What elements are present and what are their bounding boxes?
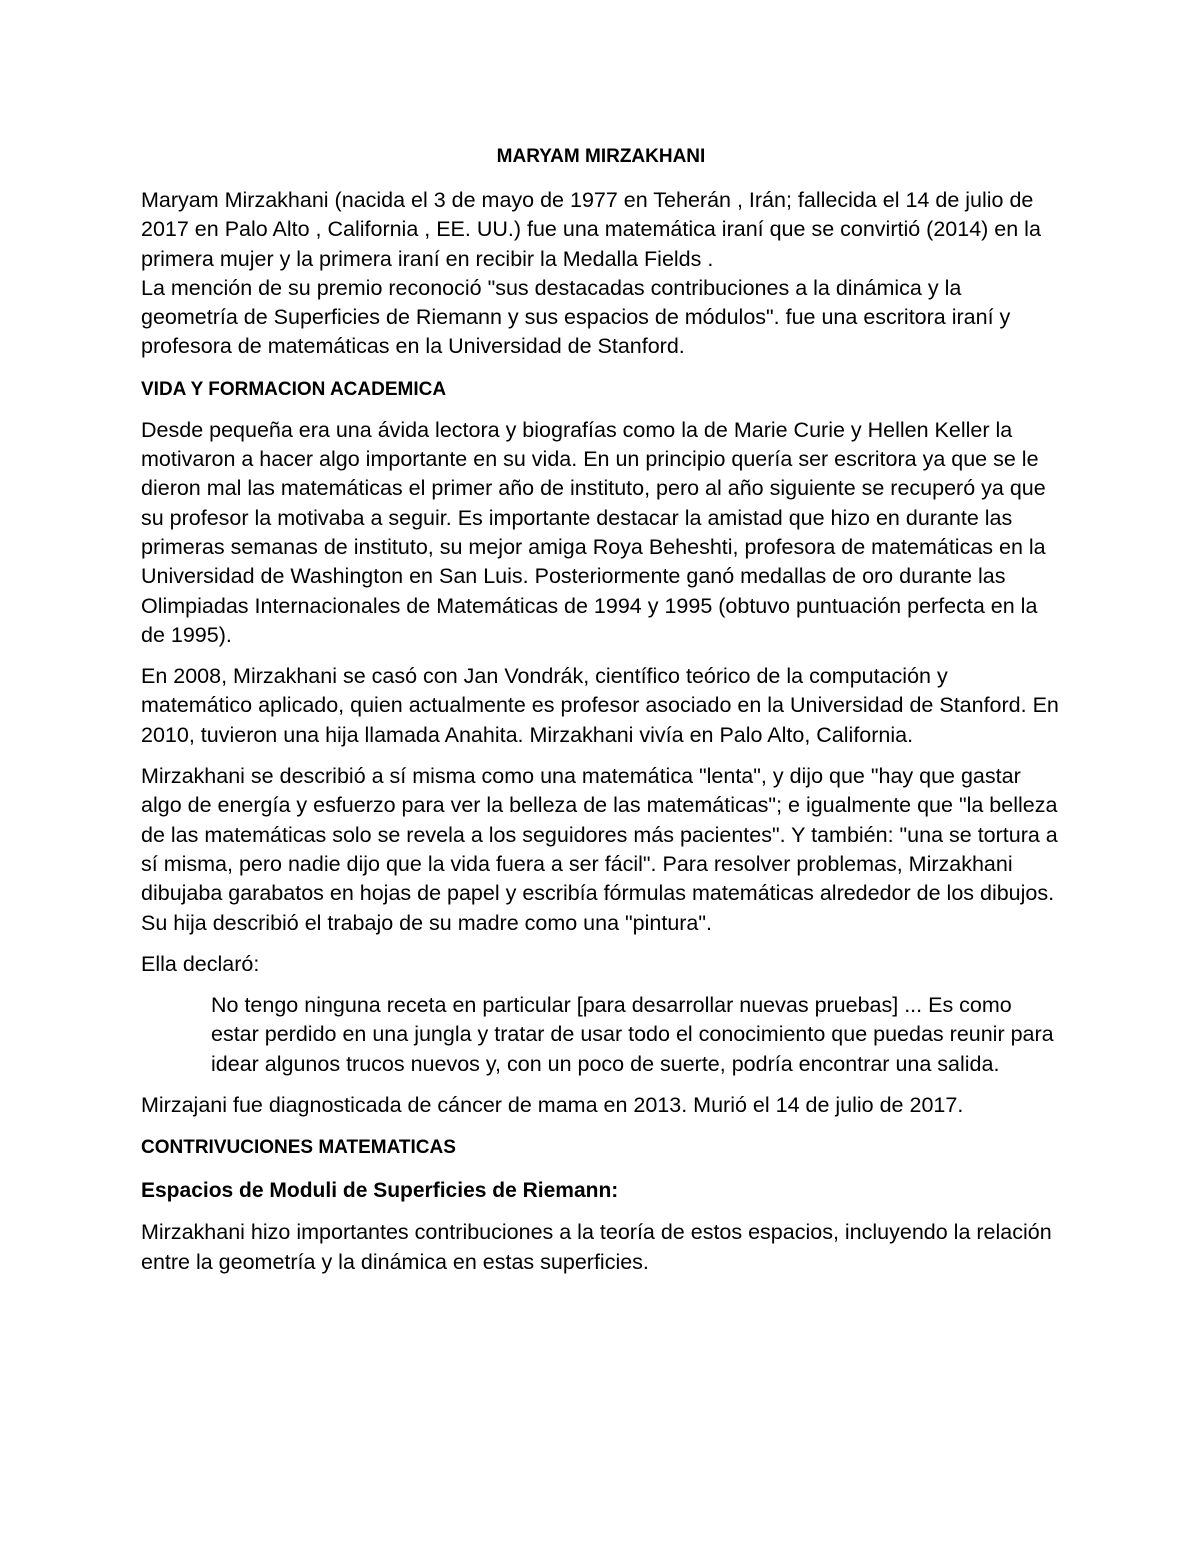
paragraph-declaration-intro: Ella declaró: [141, 951, 260, 976]
paragraph-early-life: Desde pequeña era una ávida lectora y biografías como la de Marie Curie y Hellen Keller la motivaron a hacer algo importante en su vida. En un principio quería ser escritora ya que se le dieron mal las matemáticas el primer año de instituto, pero al año siguiente se recuperó ya que su profesor la motivaba a seguir. Es importante destacar la amistad que hizo en durante las primeras semanas de instituto, su mejor amiga Roya Beheshti, profesora de matemáticas en la Universidad de Washington en San Luis. Posteriormente ganó medallas de oro durante las Olimpiadas Internacionales de Matemáticas de 1994 y 1995 (obtuvo puntuación perfecta en la de 1995). [141, 417, 1046, 647]
paragraph-death: Mirzajani fue diagnosticada de cáncer de mama en 2013. Murió el 14 de julio de 2017. [141, 1093, 964, 1118]
section-heading-vida: VIDA Y FORMACION ACADEMICA [141, 378, 447, 400]
document-page [141, 138, 1061, 1277]
paragraph-moduli: Mirzakhani hizo importantes contribuciones a la teoría de estos espacios, incluyendo la relación entre la geometría y la dinámica en estas superficies. [141, 1220, 1052, 1274]
section-heading-contribuciones: CONTRIVUCIONES MATEMATICAS [141, 1137, 456, 1159]
subheading-moduli: Espacios de Moduli de Superficies de Riemann: [141, 1179, 619, 1203]
paragraph-marriage: En 2008, Mirzakhani se casó con Jan Vondrák, científico teórico de la computación y matemático aplicado, quien actualmente es profesor asociado en la Universidad de Stanford. En 2010, tuvieron una hija llamada Anahita. Mirzakhani vivía en Palo Alto, California. [141, 664, 1059, 747]
document-title: MARYAM MIRZAKHANI [496, 146, 706, 167]
block-quote: No tengo ninguna receta en particular [para desarrollar nuevas pruebas] ... Es como estar perdido en una jungla y tratar de usar todo el conocimiento que puedas reunir para idear algunos trucos nuevos y, con un poco de suerte, podría encontrar una salida. [211, 993, 1054, 1076]
intro-paragraph: Maryam Mirzakhani (nacida el 3 de mayo de 1977 en Teherán , Irán; fallecida el 14 de julio de 2017 en Palo Alto , California , EE. UU.) fue una matemática iraní que se convirtió (2014) en la primera mujer y la primera iraní en recibir la Medalla Fields . [141, 188, 1041, 271]
intro-paragraph-2: La mención de su premio reconoció "sus destacadas contribuciones a la dinámica y la geometría de Superficies de Riemann y sus espacios de módulos". fue una escritora iraní y profesora de matemáticas en la Universidad de Stanford. [141, 275, 1011, 359]
paragraph-self-description: Mirzakhani se describió a sí misma como una matemática "lenta", y dijo que "hay que gastar algo de energía y esfuerzo para ver la belleza de las matemáticas"; e igualmente que "la belleza de las matemáticas solo se revela a los seguidores más pacientes". Y también: "una se tortura a sí misma, pero nadie dijo que la vida fuera a ser fácil". Para resolver problemas, Mirzakhani dibujaba garabatos en hojas de papel y escribía fórmulas matemáticas alrededor de los dibujos. Su hija describió el trabajo de su madre como una "pintura". [141, 764, 1058, 935]
